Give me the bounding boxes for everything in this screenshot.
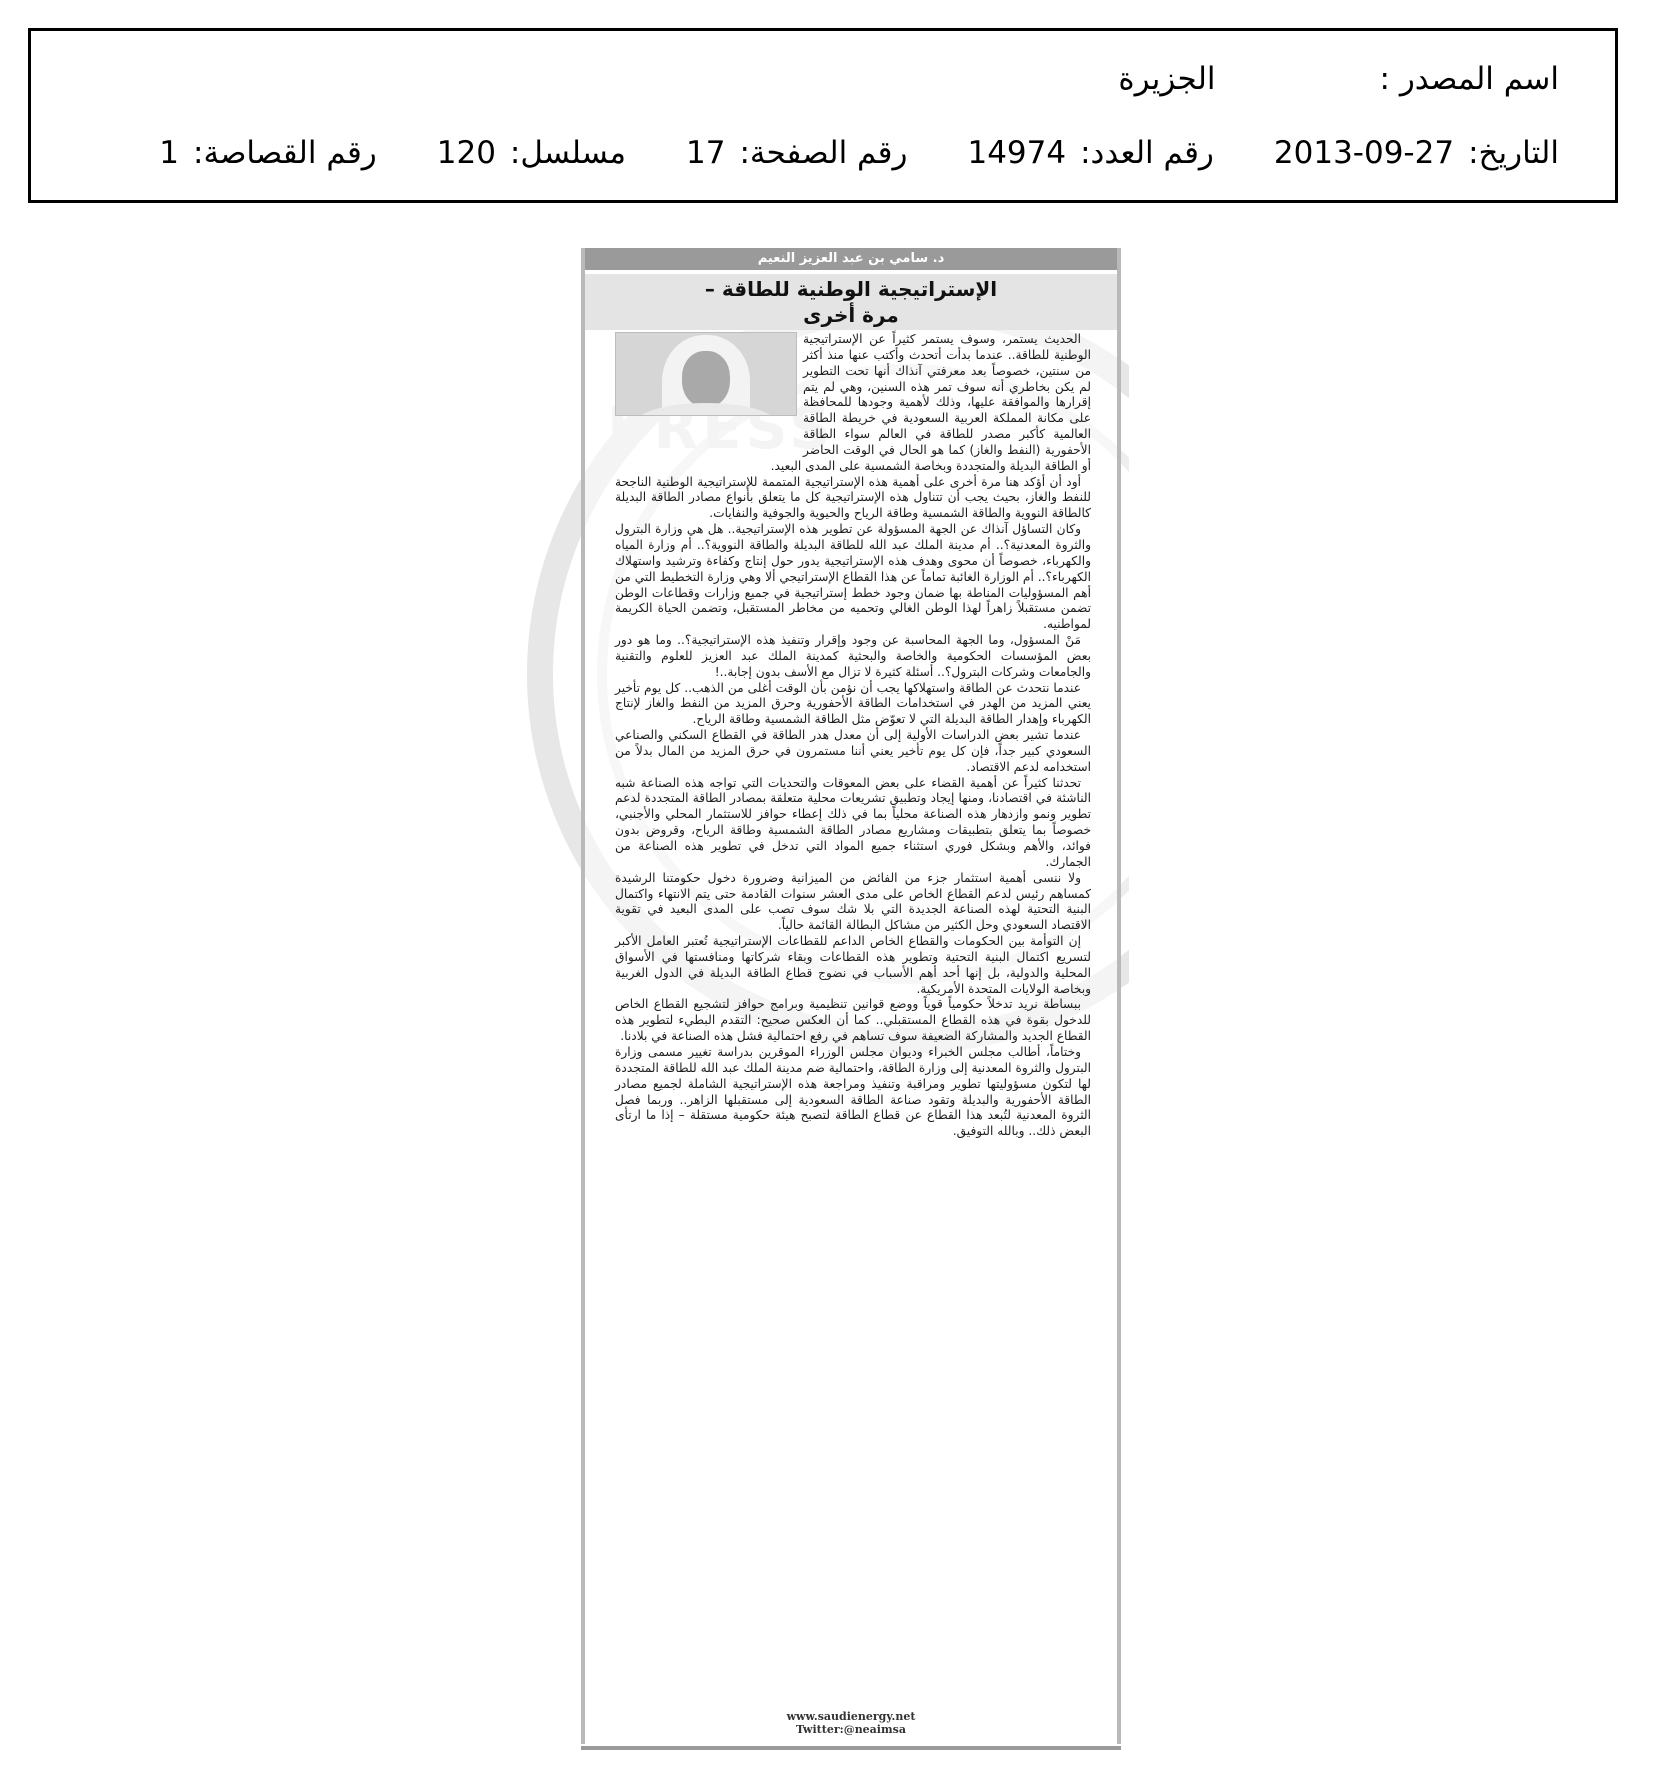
footer-twitter: Twitter:@neaimsa: [796, 1723, 906, 1736]
source-row: [87, 57, 1559, 101]
article-paragraph: إن التوأمة بين الحكومات والقطاع الخاص الداعم للقطاعات الإستراتيجية تُعتبر العامل الأكبر لتسريع اكتمال البنية التحتية وتطوير هذه القطاعات وبقاء شركاتها ومنافستها في الأسواق المحلية والدولية، بل إنها أحد أهم الأسباب في نضوج قطاع الطاقة البديلة في الدول الغربية وبخاصة الولايات المتحدة الأمريكية.: [615, 934, 1091, 996]
newspaper-clipping-scan: [527, 234, 1129, 1754]
article-paragraph: ببساطة نريد تدخلاً حكومياً قوياً ووضع قوانين تنظيمية وبرامج حوافز لتشجيع القطاع الخاص للدخول بقوة في هذه القطاع المستقبلي.. كما أن العكس صحيح: التقدم البطيء لتطوير هذه القطاع الجديد والمشاركة الضعيفة سوف تساهم في رفع احتمالية فشل هذه الصناعة في بلادنا.: [615, 997, 1091, 1044]
article-paragraph: ولا ننسى أهمية استثمار جزء من الفائض من الميزانية وضرورة دخول حكومتنا الرشيدة كمساهم رئيس لدعم القطاع الخاص على مدى العشر سنوات القادمة حتى يتم الانتهاء واكتمال البنية التحتية لهذه الصناعة الجديدة التي بلا شك سوف تصب على المدى البعيد في تقوية الاقتصاد السعودي وحل الكثير من مشاكل البطالة القائمة حالياً.: [615, 870, 1091, 933]
issue-pair: [967, 135, 1213, 171]
article-paragraph: عندما نتحدث عن الطاقة واستهلاكها يجب أن نؤمن بأن الوقت أغلى من الذهب.. كل يوم تأخير يعني المزيد من الهدر في استخدامات الطاقة الأحفورية وحرق المزيد من النفط والغاز لإنتاج الكهرباء وإهدار الطاقة البديلة التي لا تعوّض مثل الطاقة الشمسية وطاقة الرياح.: [615, 680, 1091, 727]
page-label: رقم الصفحة:: [739, 135, 908, 171]
article-body-area: [615, 332, 1091, 1704]
source-info-box: [28, 28, 1618, 203]
clip-number-pair: [159, 135, 376, 171]
article-paragraph: الحديث يستمر، وسوف يستمر كثيراً عن الإستراتيجية الوطنية للطاقة.. عندما بدأت أتحدث وأكتب عنها منذ أكثر من سنتين، خصوصاً بعد معرفتي آنذاك أنها تحت التطوير لم يكن بخاطري أنه سوف تمر هذه السنين، وهي لم يتم إقرارها والموافقة عليها، وذلك لأهمية وجودها للمحافظة على مكانة المملكة العربية السعودية في خريطة الطاقة العالمية كأكبر مصدر للطاقة في العالم سواء الطاقة الأحفورية (النفط والغاز) كما هو الحال في الوقت الحاضر أو الطاقة البديلة والمتجددة وبخاصة الشمسية على المدى البعيد.: [770, 332, 1091, 473]
footer-website: www.saudienergy.net: [786, 1710, 916, 1723]
author-byline: د. سامي بن عبد العزيز النعيم: [585, 248, 1117, 270]
page-value: 17: [686, 135, 726, 171]
serial-label: مسلسل:: [509, 135, 627, 171]
article-footer: [585, 1710, 1117, 1736]
headline-line-2: مرة أخرى: [803, 303, 899, 327]
article-text: [615, 332, 1091, 1140]
headline-band: [585, 274, 1117, 330]
article-paragraph: وختاماً، أطالب مجلس الخبراء وديوان مجلس الوزراء الموقرين بدراسة تغيير مسمى وزارة البترول والثروة المعدنية إلى وزارة الطاقة، واحتمالية ضم مدينة الملك عبد الله للطاقة المتجددة لها لتكون مسؤوليتها تطوير ومراقبة وتنفيذ ومراجعة هذه الإستراتيجية الشاملة لجميع مصادر الطاقة الأحفورية والبديلة وتقود صناعة الطاقة السعودية إلى مستقبلها الزاهر.. وربما فصل الثروة المعدنية لتُبعد هذا القطاع عن قطاع الطاقة لتصبح هيئة حكومية مستقلة – إذا ما ارتأى البعض ذلك.. وبالله التوفيق.: [615, 1044, 1091, 1139]
serial-pair: [437, 135, 626, 171]
article-paragraph: مَنْ المسؤول، وما الجهة المحاسبة عن وجود وإقرار وتنفيذ هذه الإستراتيجية؟.. وما هو دور بعض المؤسسات الحكومية والخاصة والبحثية كمدينة الملك عبد العزيز للعلوم والتقنية والجامعات وشركات البترول؟.. أسئلة كثيرة لا تزال مع الأسف بدون إجابة..!: [615, 633, 1091, 679]
serial-value: 120: [436, 135, 496, 171]
meta-row: [87, 131, 1559, 175]
clip-number-value: 1: [159, 135, 180, 171]
issue-label: رقم العدد:: [1080, 135, 1214, 171]
issue-value: 14974: [967, 135, 1067, 171]
headline-line-1: الإستراتيجية الوطنية للطاقة –: [704, 277, 998, 301]
date-label: التاريخ:: [1468, 135, 1559, 171]
article-paragraph: وكان التساؤل آنذاك عن الجهة المسؤولة عن تطوير هذه الإستراتيجية.. هل هي وزارة البترول والثروة المعدنية؟.. أم مدينة الملك عبد الله للطاقة البديلة والطاقة النووية؟.. أم وزارة المياه والكهرباء، خصوصاً أن محوى وهدف هذه الإستراتيجية يدور حول إنتاج وكفاءة وترشيد واستهلاك الكهرباء؟.. أم الوزارة الغائبة تماماً عن هذا القطاع الإستراتيجي ألا وهي وزارة التخطيط التي من أهم المسؤوليات المناطة بها ضمان وجود خطط إستراتيجية في جميع وزارات وقطاعات الوطن تضمن مستقبلاً زاهراً لهذا الوطن الغالي وتحميه من مخاطر المستقبل، وتضمن الحياة الكريمة لمواطنيه.: [615, 522, 1091, 632]
photo-spacer: [615, 332, 803, 458]
article-paragraph: أود أن أؤكد هنا مرة أخرى على أهمية هذه الإستراتيجية المتممة للإستراتيجية الوطنية الناجحة للنفط والغاز، بحيث يجب أن تتناول هذه الإستراتيجية كل ما يتعلق بأنواع مصادر الطاقة البديلة كالطاقة النووية والطاقة الشمسية وطاقة الرياح والحيوية والجوفية والنفايات.: [615, 474, 1091, 521]
clipping-bottom-rule: [581, 1746, 1121, 1750]
date-value: 2013-09-27: [1273, 135, 1455, 171]
clip-number-label: رقم القصاصة:: [193, 135, 377, 171]
article-paragraph: تحدثنا كثيراً عن أهمية القضاء على بعض المعوقات والتحديات التي تواجه هذه الصناعة شبه الناشئة في اقتصادنا، ومنها إيجاد وتطبيق تشريعات محلية متعلقة بمصادر الطاقة المتجددة لدعم تطوير ونمو وازدهار هذه الصناعة محلياً بما في ذلك إعطاء حوافز للاستثمار المحلي والأجنبي، خصوصاً بما يتعلق بتطبيقات ومشاريع مصادر الطاقة الشمسية وطاقة الرياح، وقروض بدون فوائد، والأهم وبشكل فوري استثناء جميع المواد التي تدخل في تطوير هذه الصناعة من الجمارك.: [615, 775, 1091, 869]
date-pair: [1274, 135, 1559, 171]
source-pair: [1366, 61, 1559, 97]
page-pair: [686, 135, 907, 171]
article-paragraph: عندما تشير بعض الدراسات الأولية إلى أن معدل هدر الطاقة في القطاع السكني والصناعي السعودي كبير جداً، فإن كل يوم تأخير يعني أننا مستمرون في حرق المزيد من المال بدلاً من استخدامه لدعم الاقتصاد.: [615, 728, 1091, 774]
source-value: الجزيرة: [1118, 61, 1216, 97]
source-label: اسم المصدر :: [1379, 61, 1559, 97]
article-column: [581, 248, 1121, 1744]
